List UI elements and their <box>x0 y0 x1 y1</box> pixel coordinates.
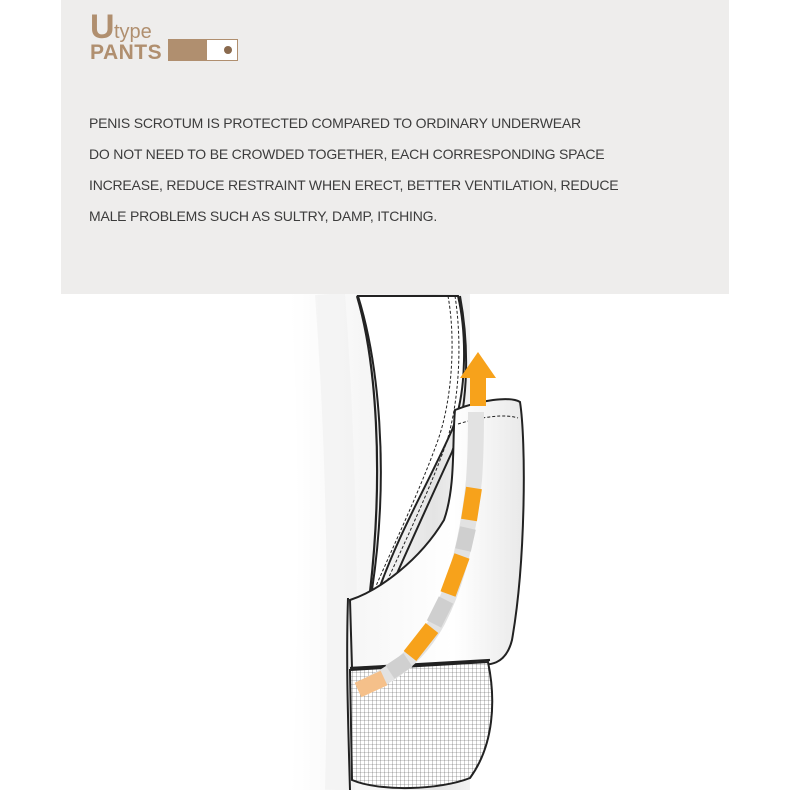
brand-logo <box>90 8 250 68</box>
info-panel <box>61 0 729 294</box>
description-line: DO NOT NEED TO BE CROWDED TOGETHER, EACH CORRESPONDING SPACE <box>89 146 605 162</box>
brand-pants-word: PANTS <box>90 41 163 64</box>
underwear-pouch-illustration <box>0 294 790 790</box>
description-line: INCREASE, REDUCE RESTRAINT WHEN ERECT, BETTER VENTILATION, REDUCE <box>89 177 619 193</box>
brand-letter: U <box>90 8 115 46</box>
brand-toggle-icon <box>168 39 238 61</box>
brand-type-word: type <box>114 21 152 43</box>
description-line: PENIS SCROTUM IS PROTECTED COMPARED TO ORDINARY UNDERWEAR <box>89 115 581 131</box>
description-line: MALE PROBLEMS SUCH AS SULTRY, DAMP, ITCHING. <box>89 208 438 224</box>
description <box>89 108 709 232</box>
